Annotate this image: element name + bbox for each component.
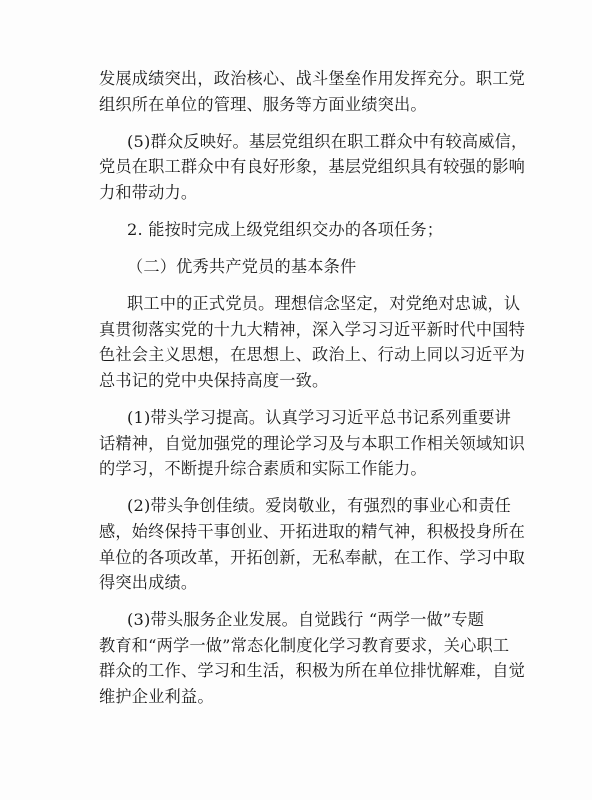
paragraph-line: (2)带头争创佳绩。爱岗敬业，有强烈的事业心和责任 (127, 496, 512, 516)
paragraph-5 (99, 291, 526, 393)
paragraph-line: 单位的各项改革，开拓创新，无私奉献，在工作、学习中取 (99, 547, 526, 567)
paragraph-line: 色社会主义思想，在思想上、政治上、行动上同以习近平为 (99, 345, 526, 365)
paragraph-line: 党员在职工群众中有良好形象，基层党组织具有较强的影响 (99, 157, 526, 177)
paragraph-3 (99, 217, 499, 243)
paragraph-line: (5)群众反映好。基层党组织在职工群众中有较高威信， (127, 131, 528, 151)
paragraph-line: 2. 能按时完成上级党组织交办的各项任务； (127, 219, 444, 239)
paragraph-line: (1)带头学习提高。认真学习习近平总书记系列重要讲 (127, 408, 512, 428)
paragraph-line: 维护企业利益。 (99, 686, 214, 706)
section-heading (99, 254, 499, 280)
paragraph-line: 得突出成绩。 (99, 573, 198, 593)
paragraph-line: 的学习，不断提升综合素质和实际工作能力。 (99, 459, 427, 479)
paragraph-line: 教育和“两学一做”常态化制度化学习教育要求，关心职工 (99, 635, 510, 655)
paragraph-line: （二）优秀共产党员的基本条件 (127, 257, 357, 277)
paragraph-line: 力和带动力。 (99, 182, 198, 202)
paragraph-line: 感，始终保持干事创业、开拓进取的精气神，积极投身所在 (99, 521, 526, 541)
document-body (99, 66, 528, 710)
paragraph-1 (99, 66, 526, 117)
paragraph-line: 群众的工作、学习和生活，积极为所在单位排忧解难，自觉 (99, 661, 526, 681)
paragraph-line: 职工中的正式党员。理想信念坚定，对党绝对忠诚，认 (127, 294, 521, 314)
paragraph-line: 组织所在单位的管理、服务等方面业绩突出。 (99, 94, 427, 114)
paragraph-line: 发展成绩突出，政治核心、战斗堡垒作用发挥充分。职工党 (99, 69, 526, 88)
paragraph-2 (99, 129, 528, 206)
paragraph-line: (3)带头服务企业发展。自觉践行 “两学一做”专题 (127, 610, 485, 630)
paragraph-6 (99, 405, 526, 482)
paragraph-line: 话精神，自觉加强党的理论学习及与本职工作相关领域知识 (99, 433, 526, 453)
paragraph-8 (99, 607, 526, 709)
paragraph-line: 总书记的党中央保持高度一致。 (99, 370, 329, 390)
paragraph-line: 真贯彻落实党的十九大精神，深入学习习近平新时代中国特 (99, 319, 526, 339)
paragraph-7 (99, 493, 526, 595)
